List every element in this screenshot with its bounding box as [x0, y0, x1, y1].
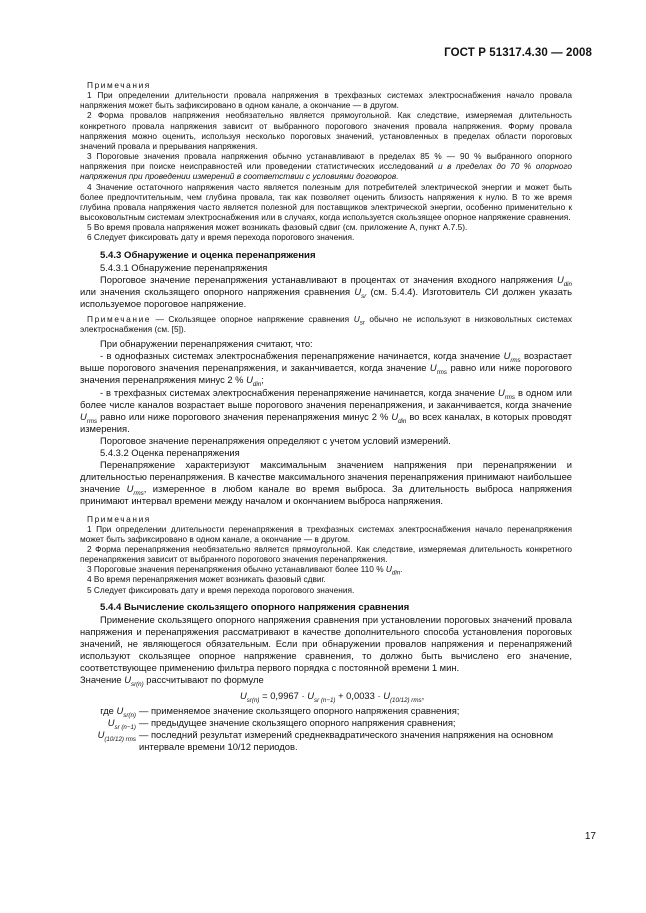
symbol: U: [354, 285, 362, 297]
symbol: U: [353, 313, 360, 324]
symbol: U: [126, 483, 134, 495]
subsection-heading: 5.4.3.1 Обнаружение перенапряжения: [100, 261, 268, 273]
symbol-subscript: sr(n): [246, 697, 260, 705]
note-item: 4 Значение остаточного напряжения часто является полезным для потребителей электрической энергии и может быть более предпочтительным, чем глубина провала, так как позволяет оценить близость напряжения к нулю. В то же время глубина провала напряжения часто является полезной для поставщиков электрической энергии, особенно применительно к высоковольтным системам электроснабжения или в случаях, когда используется скользящее опорное напряжение сравнения.: [80, 181, 572, 223]
text: равно или ниже порогового значения перенапряжения минус 2 %: [80, 362, 572, 386]
symbol-subscript: rms: [510, 357, 521, 365]
note-item: 6 Следует фиксировать дату и время перехода порогового значения.: [87, 232, 355, 243]
paragraph: [80, 274, 572, 310]
text: - в трехфазных системах электроснабжения перенапряжение начинается, когда значение: [100, 386, 496, 398]
text: (см. 5.4.4). Изготовитель СИ должен указать используемое пороговое напряжение.: [80, 285, 572, 309]
symbol-subscript: sr: [361, 292, 367, 300]
definition-row: [80, 717, 572, 729]
note-item: 1 При определении длительности перенапряжения в трехфазных системах электроснабжения начало перенапряжения может быть зафиксировано в одном канале, а окончание — в другом.: [80, 523, 572, 544]
note-item: [80, 151, 572, 181]
symbol-subscript: sr(n): [123, 712, 136, 720]
paragraph: Пороговое значение перенапряжения определяют с учетом условий измерений.: [100, 434, 451, 446]
symbol: U: [385, 564, 392, 575]
definition-symbol: [80, 729, 139, 753]
symbol: U: [80, 410, 87, 422]
symbol: U: [497, 386, 505, 398]
bullet-item: [80, 387, 572, 435]
note-item: 2 Форма перенапряжения необязательно является прямоугольной. Как следствие, измеряемая длительность конкретного перенапряжения зависит от выбранного порогового значения перенапряжения.: [80, 543, 572, 565]
text: Перенапряжение характеризуют максимальным значением напряжения при перенапряжении и длительностью перенапряжения. В качестве максимального значения перенапряжения принимают наибольшее значение: [80, 459, 572, 495]
text: в одном или более числе каналов возрастает выше порогового значения перенапряжения, и заканчивается, когда значение: [80, 386, 573, 410]
symbol-subscript: rms: [86, 417, 98, 425]
text: - в однофазных системах электроснабжения перенапряжение начинается, когда значение: [100, 350, 501, 362]
note-item: 2 Форма провалов напряжения необязательно является прямоугольной. Как следствие, измеряемая длительность конкретного провала напряжения зависит от выбранного порогового значения провала напряжения. Форму провала напряжения можно оценить, используя несколько пороговых значений, установленных в пределах области пороговых значений провала и прерывания напряжения.: [80, 110, 572, 151]
symbol-subscript: (10/12) rms: [104, 735, 136, 743]
text: рассчитывают по формуле: [146, 674, 264, 686]
page-number: 17: [584, 831, 596, 842]
text: во всех каналах, в которых проводят измерения.: [80, 410, 572, 434]
definitions-table: [80, 705, 572, 752]
symbol-subscript: rms: [436, 369, 448, 377]
note-label: Примечание: [87, 313, 152, 324]
text: обычно не используют в низковольтных системах электроснабжения (см. [5]).: [80, 313, 572, 335]
symbol-subscript: rms: [504, 393, 516, 401]
note-text: 3 Пороговые значения провала напряжения обычно устанавливают в пределах 85 % — 90 % выбранного опорного напряжения при поиске неисправностей или проведении статистических исследований: [80, 151, 572, 172]
symbol-subscript: sr (n−1): [313, 697, 336, 705]
symbol-subscript: sr: [359, 319, 365, 327]
symbol: U: [429, 362, 437, 374]
symbol: U: [307, 690, 314, 702]
text: равно или ниже порогового значения перенапряжения минус 2 %: [100, 410, 389, 422]
text: — Скользящее опорное напряжение сравнения: [155, 313, 350, 324]
note-single: [80, 314, 572, 334]
page-content: [80, 80, 572, 753]
section-heading: 5.4.4 Вычисление скользящего опорного напряжения сравнения: [100, 601, 410, 613]
symbol: U: [124, 674, 131, 686]
note-item: 3 Пороговые значения перенапряжения обычно устанавливают более 110 % $U_{din}$.: [87, 564, 403, 577]
text: или значения скользящего опорного напряжения сравнения: [80, 285, 351, 297]
note-italic-text: и в пределах до 70 % опорного напряжения при проведении измерений в соответствии с условиями договоров.: [80, 161, 572, 182]
text: Пороговое значение перенапряжения устанавливают в процентах от значения входного напряжения: [100, 273, 553, 285]
symbol: U: [240, 690, 247, 702]
symbol-subscript: sr(n): [130, 681, 144, 689]
note-item: 1 При определении длительности провала напряжения в трехфазных системах электроснабжения начало провала напряжения может быть зафиксировано в одном канале, а окончание — в другом.: [80, 90, 572, 111]
definitions: [80, 705, 572, 752]
paragraph: [80, 459, 572, 507]
symbol: U: [97, 728, 105, 740]
text: , измеренное в любом канале во время выброса. За длительность выброса напряжения принимают интервал времени между началом и окончанием выброса напряжения.: [80, 483, 572, 507]
standard-header: ГОСТ Р 51317.4.30 — 2008: [444, 47, 592, 59]
definition-symbol: [80, 705, 139, 720]
symbol: U: [391, 410, 399, 422]
definition-text: — последний результат измерений среднеквадратического значения напряжения на основном интервале времени 10/12 периодов.: [139, 728, 554, 752]
symbol-subscript: sr (n−1): [114, 723, 136, 731]
definition-symbol: [80, 717, 139, 729]
bullet-item: - в однофазных системах электроснабжения перенапряжение начинается, когда значение $U_{rms}$ возрастает выше порогового значения перенапряжения, и заканчивается, когда значение $U_{rms}$ равно или ниже порогового значения перенапряжения минус 2 % $U_{din}$;: [80, 350, 572, 389]
symbol-subscript: din: [563, 280, 572, 288]
symbol-subscript: din: [391, 569, 401, 577]
note-item: 5 Следует фиксировать дату и время перехода порогового значения.: [87, 584, 355, 595]
formula-text: = 0,9967 ·: [262, 690, 305, 702]
symbol-subscript: (10/12) rms: [389, 697, 422, 705]
definition-row: [80, 705, 572, 717]
symbol: U: [556, 273, 564, 285]
symbol-subscript: din: [398, 417, 407, 425]
definition-row: [80, 729, 572, 753]
subsection-heading: 5.4.3.2 Оценка перенапряжения: [100, 447, 240, 459]
paragraph: Применение скользящего опорного напряжения сравнения при установлении пороговых значений провала напряжения и перенапряжения рассматривают в качестве дополнительного способа установления пороговых значений, не являющегося обязательным. Если при обнаружении провалов напряжения и перенапряжений используют скользящее опорное напряжение сравнения, то должно быть вычислено его значение, соответствующее применению фильтра первого порядка с постоянной времени 1 мин.: [80, 613, 572, 674]
text: 3 Пороговые значения перенапряжения обычно устанавливают более 110 %: [87, 564, 384, 575]
symbol: U: [107, 717, 115, 729]
note-item: 5 Во время провала напряжения может возникать фазовый сдвиг (см. приложение А, пункт А.7.5).: [87, 222, 468, 233]
text: Значение: [80, 674, 122, 686]
paragraph: [80, 674, 572, 689]
symbol: U: [383, 690, 390, 702]
note-item: 4 Во время перенапряжения может возникать фазовый сдвиг.: [87, 574, 326, 585]
symbol: U: [246, 374, 253, 386]
where-label: где: [100, 705, 114, 717]
definition-text: — применяемое значение скользящего опорного напряжения сравнения;: [139, 705, 460, 717]
formula-text: + 0,0033 ·: [338, 690, 381, 702]
paragraph: При обнаружении перенапряжения считают, что:: [100, 338, 313, 350]
symbol: U: [116, 705, 124, 717]
section-heading: 5.4.3 Обнаружение и оценка перенапряжения: [100, 249, 316, 261]
notes-title: Примечания: [87, 513, 151, 524]
definition-text: — предыдущее значение скользящего опорного напряжения сравнения;: [139, 717, 456, 729]
formula: $U_{sr(n)} = 0,9967 \cdot U_{sr (n-1)} + 0,0033 \cdot U_{(10/12) rms}$,: [240, 690, 425, 705]
symbol-subscript: din: [252, 381, 262, 389]
symbol-subscript: rms: [133, 490, 144, 498]
symbol: U: [503, 350, 511, 362]
notes-title: Примечания: [87, 80, 151, 90]
text: возрастает выше порогового значения перенапряжения, и заканчивается, когда значение: [80, 350, 572, 374]
